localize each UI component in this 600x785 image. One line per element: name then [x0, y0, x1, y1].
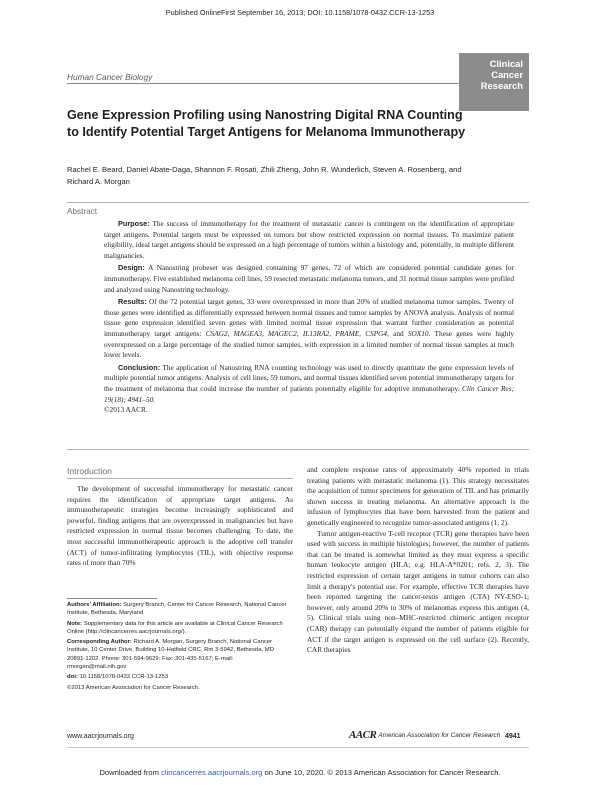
- introduction-heading: Introduction: [67, 466, 112, 476]
- abstract-conclusion: [104, 363, 514, 416]
- section-divider: [67, 83, 459, 84]
- footnote-note-label: Note:: [67, 620, 83, 627]
- author-list: Rachel E. Beard, Daniel Abate-Daga, Shannon F. Rosati, Zhili Zheng, John R. Wunderlich, Steven A. Rosenberg, and Richard A. Morgan: [67, 165, 462, 186]
- introduction-right-column: [307, 465, 529, 656]
- introduction-paragraph: and complete response rates of approximately 40% reported in trials treating patients with metastatic melanoma (1). This strategy necessitates the acquisition of tumor specimens for generation of TIL and has primarily shown success in treating melanoma. An alternative approach is the infusion of lymphocytes that have been harvested from the patient and genetically engineered to recognize tumor-associated antigens (1, 2).: [307, 465, 529, 527]
- abstract-results-gene-last: SOX10: [407, 328, 429, 338]
- introduction-paragraph: The development of successful immunotherapy for metastatic cancer requires the identification of appropriate target antigens. As immunotherapeutic strategies become increasingly sophisticated and powerful, finding antigens that are overexpressed in malignancies but have restricted expression in normal tissue becomes challenging. To date, the most successful immunotherapeutic approach is the adoptive cell transfer (ACT) of tumor-infiltrating lymphocytes (TIL), with objective response rates of more than 70%: [67, 484, 293, 568]
- footnote-copyright: ©2013 American Association for Cancer Research.: [67, 684, 200, 691]
- introduction-paragraph: Tumor antigen-reactive T-cell receptor (TCR) gene therapies have been used with success in multiple histologies; however, the number of patients that can be treated is somewhat limited as they must express a specific human leukocyte antigen (HLA; e.g. HLA-A*0201; refs. 2, 3). The restricted expression of certain target antigens in tumor cohorts can also limit a therapy's potential use. For example, effective TCR therapies have been reported targeting the cancer-testis antigen (CTA) NY-ESO-1; however, only around 20% to 30% of melanomas express this antigen (4, 5). Clinical trials using non–MHC-restricted chimeric antigen receptor (CAR) therapy can potentially expand the number of patients eligible for ACT if the target antigen is expressed on the cell surface (2). Recently, CAR therapies: [307, 528, 529, 655]
- abstract-divider-top: [67, 202, 529, 203]
- abstract-conclusion-label: Conclusion:: [118, 362, 161, 372]
- abstract-results-genes: CSAG2, MAGEA3, MAGEC2, IL13RA2, PRAME, CSPG4,: [205, 328, 389, 338]
- published-online-banner: Published OnlineFirst September 16, 2013; DOI: 10.1158/1078-0432.CCR-13-1253: [165, 8, 435, 17]
- footnotes: [67, 601, 293, 694]
- abstract-purpose-text: The success of immunotherapy for the treatment of metastatic cancer is contingent on the identification of appropriate target antigens. Potential targets must be expressed on tumors but show restricted expression on normal tissues. To maximize patient eligibility, ideal target antigens should be expressed on a high percentage of tumors within a histology and, potentially, in multiple different malignancies.: [104, 219, 514, 260]
- abstract-design: [104, 263, 514, 295]
- journal-badge-line: Clinical: [489, 58, 523, 69]
- abstract-body: [104, 219, 514, 418]
- abstract-results-text: Of the 72 potential target genes, 33 were overexpressed in more than 20% of studied melanoma tumor samples. Twenty of those genes were identified as differentially expressed between normal tissues and tumor samples by ANOVA analysis. Analysis of normal tissue gene expression identified seven genes with limited normal tissue expression that warrant further consideration as potential immunotherapy target antigens:: [104, 297, 514, 338]
- aacr-logo-icon: AACR: [349, 729, 377, 741]
- footnote-corresponding-label: Corresponding Author:: [67, 639, 132, 646]
- abstract-results-text-end: . These genes were highly overexpressed on a large percentage of the studied tumor samples, with expression in a limited number of normal tissue samples at much lower levels.: [104, 328, 515, 360]
- footer-divider: [67, 747, 529, 748]
- journal-badge-line: Cancer: [491, 69, 523, 80]
- footer-url[interactable]: www.aacrjournals.org: [67, 733, 134, 740]
- abstract-citation: Clin Cancer Res; 19(18); 4941–50.: [104, 383, 515, 404]
- footnote-doi: [67, 673, 293, 681]
- abstract-purpose: [104, 219, 514, 261]
- article-title: Gene Expression Profiling using Nanostring Digital RNA Counting to Identify Potential Target Antigens for Melanoma Immunotherapy: [67, 108, 466, 139]
- footnote-corresponding-text: Richard A. Morgan, Surgery Branch, National Cancer Institute, 10 Center Drive, Building 10-Hatfield CRC, Rm 3-5942, Bethesda, MD 20891-1202. Phone: 301-594-9629; Fax: 301-435-5167; E-mail: rmorgan@mail.nih.gov: [67, 639, 274, 670]
- journal-badge: [459, 53, 529, 111]
- footnote-doi-text: 10.1158/1078-0432.CCR-13-1253: [79, 674, 169, 681]
- abstract-purpose-label: Purpose:: [118, 219, 150, 228]
- download-prefix: Downloaded from: [99, 768, 162, 777]
- abstract-results-and: and: [388, 328, 408, 338]
- aacr-logo: [349, 729, 500, 741]
- footnotes-divider: [67, 598, 157, 599]
- section-label: Human Cancer Biology: [67, 72, 153, 82]
- abstract-heading: Abstract: [67, 207, 98, 216]
- page-number: 4941: [505, 733, 521, 740]
- download-suffix: on June 10, 2020. © 2013 American Association for Cancer Research.: [262, 768, 501, 777]
- abstract-conclusion-text: The application of Nanostring RNA counting technology was used to directly quantitate the gene expression levels of multiple potential tumor antigens. Analysis of cell lines, 59 tumors, and normal tissues identified seven potential immunotherapy targets for the treatment of melanoma that could increase the number of patients potentially eligible for adoptive immunotherapy.: [104, 362, 514, 393]
- abstract-copyright: ©2013 AACR.: [104, 405, 148, 415]
- introduction-left-column: [67, 484, 293, 569]
- introduction-divider: [67, 478, 293, 479]
- aacr-logo-text: American Association for Cancer Research: [378, 731, 501, 739]
- abstract-design-label: Design:: [118, 263, 145, 273]
- footnote-affiliation: [67, 601, 293, 617]
- abstract-results: [104, 297, 514, 361]
- footnote-doi-label: doi:: [67, 674, 78, 681]
- footnote-note-text: Supplementary data for this article are available at Clinical Cancer Research Online (http://clincancerres.aacrjournals.org/).: [67, 620, 283, 635]
- abstract-design-text: A Nanostring probeset was designed containing 97 genes, 72 of which are considered potential candidate genes for immunotherapy. Five established melanoma cell lines, 59 resected metastatic melanoma tumors, and 31 normal tissue samples were profiled and analyzed using Nanostring technology.: [104, 263, 515, 294]
- footnote-note: [67, 620, 293, 636]
- journal-badge-line: Research: [480, 80, 523, 91]
- footnote-affiliation-label: Authors' Affiliation:: [67, 602, 122, 608]
- download-link[interactable]: clincancerres.aacrjournals.org: [161, 768, 263, 777]
- abstract-results-label: Results:: [118, 297, 147, 307]
- footnote-corresponding: [67, 638, 293, 670]
- download-notice: [0, 768, 600, 777]
- abstract-divider-bottom: [67, 449, 529, 450]
- footnote-affiliation-text: Surgery Branch, Center for Cancer Research, National Cancer Institute, Bethesda, Maryland: [67, 602, 287, 617]
